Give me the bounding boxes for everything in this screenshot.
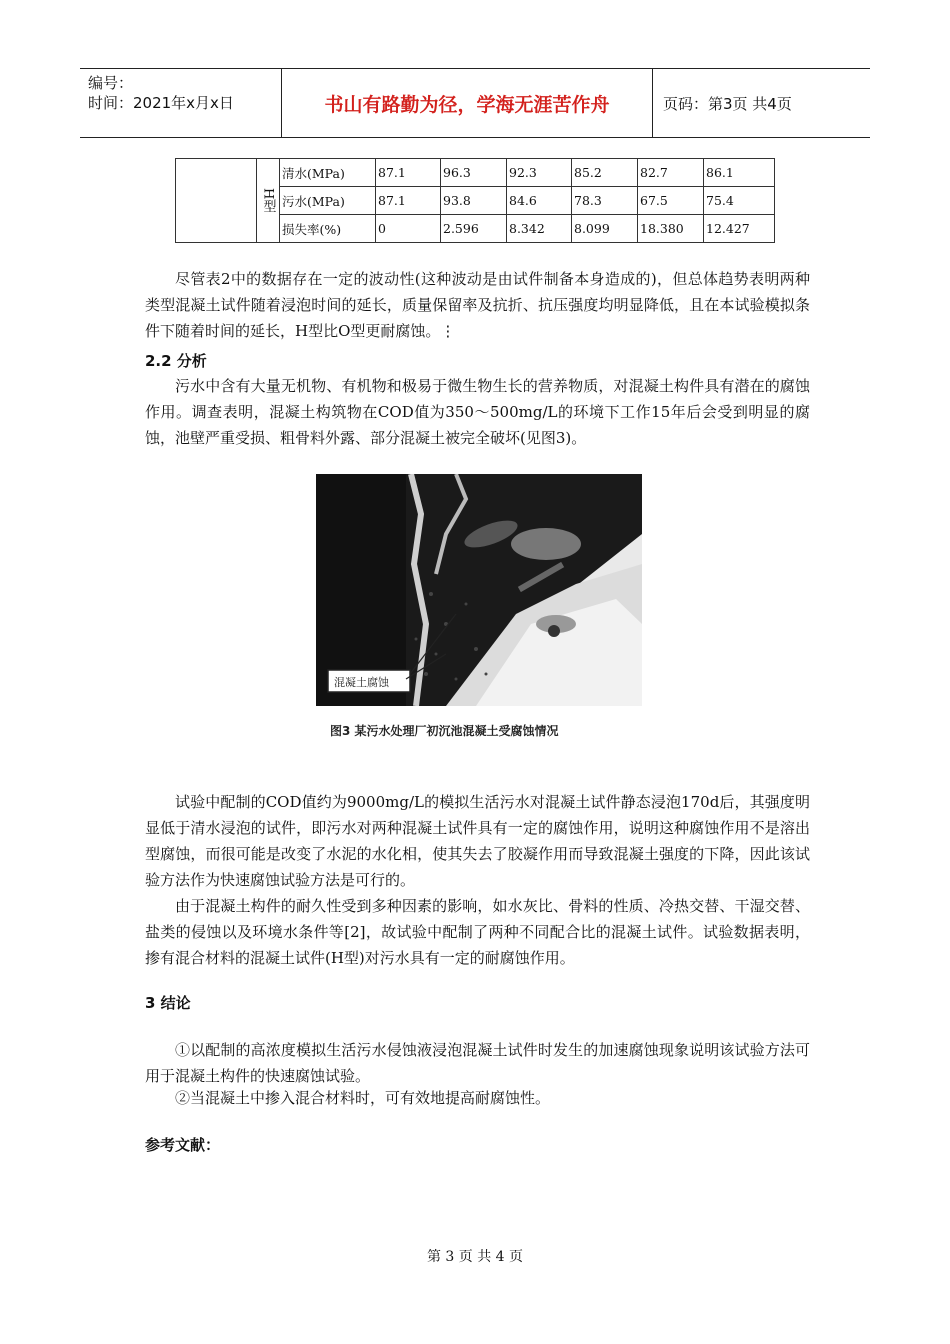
document-time: 时间：2021年x月x日: [88, 94, 234, 112]
table-cell: 0: [376, 215, 441, 243]
table-cell: 8.099: [572, 215, 638, 243]
table-type-cell: H型: [257, 159, 280, 243]
conclusion-item-1: ①以配制的高浓度模拟生活污水侵蚀液浸泡混凝土试件时发生的加速腐蚀现象说明该试验方法可用于混凝土构件的快速腐蚀试验。: [145, 1041, 810, 1085]
section-heading-conclusion: 3 结论: [145, 994, 191, 1012]
table-cell: 67.5: [638, 187, 704, 215]
table-cell: 87.1: [376, 159, 441, 187]
table-cell: 84.6: [507, 187, 572, 215]
paragraph-durability: 由于混凝土构件的耐久性受到多种因素的影响，如水灰比、骨料的性质、冷热交替、干湿交替、盐类的侵蚀以及环境水条件等[2]，故试验中配制了两种不同配合比的混凝土试件。试验数据表明，掺有混合材料的混凝土试件(H型)对污水具有一定的耐腐蚀作用。: [145, 897, 810, 967]
paragraph-trend: 尽管表2中的数据存在一定的波动性(这种波动是由试件制备本身造成的)，但总体趋势表明两种类型混凝土试件随着浸泡时间的延长，质量保留率及抗折、抗压强度均明显降低，且在本试验模拟条件下随着时间的延长，H型比O型更耐腐蚀。⋮: [145, 270, 810, 340]
header-page-number: 页码：第3页 共4页: [663, 94, 792, 113]
section-heading-analysis: 2.2 分析: [145, 352, 207, 370]
header-motto: 书山有路勤为径，学海无涯苦作舟: [282, 69, 653, 137]
paragraph-experiment: 试验中配制的COD值约为9000mg/L的模拟生活污水对混凝土试件静态浸泡170d后，其强度明显低于清水浸泡的试件，即污水对两种混凝土试件具有一定的腐蚀作用，说明这种腐蚀作用不是溶出型腐蚀，而很可能是改变了水泥的水化相，使其失去了胶凝作用而导致混凝土强度的下降，因此该试验方法作为快速腐蚀试验方法是可行的。: [145, 793, 810, 889]
row-label: 污水(MPa): [280, 187, 376, 215]
strength-table: [175, 158, 775, 243]
page-header: [80, 68, 870, 138]
table-blank-cell: [176, 159, 257, 243]
table-cell: 92.3: [507, 159, 572, 187]
conclusion-item-2: ②当混凝土中掺入混合材料时，可有效地提高耐腐蚀性。: [175, 1089, 551, 1107]
photo-label: 混凝土腐蚀: [334, 676, 389, 689]
table-cell: 2.596: [441, 215, 507, 243]
paragraph-analysis: 污水中含有大量无机物、有机物和极易于微生物生长的营养物质，对混凝土构件具有潜在的腐蚀作用。调查表明，混凝土构筑物在COD值为350～500mg/L的环境下工作15年后会受到明显的腐蚀，池壁严重受损、粗骨料外露、部分混凝土被完全破坏(见图3)。: [145, 377, 810, 447]
table-cell: 82.7: [638, 159, 704, 187]
table-cell: 8.342: [507, 215, 572, 243]
header-meta: [80, 69, 282, 137]
corrosion-photo: [316, 474, 642, 706]
table-cell: 18.380: [638, 215, 704, 243]
corrosion-photo-illustration: [316, 474, 642, 706]
table-row: [176, 159, 775, 187]
table-cell: 75.4: [704, 187, 775, 215]
table-cell: 96.3: [441, 159, 507, 187]
references-heading: 参考文献：: [145, 1136, 221, 1154]
row-label: 清水(MPa): [280, 159, 376, 187]
row-label: 损失率(%): [280, 215, 376, 243]
table-cell: 87.1: [376, 187, 441, 215]
table-cell: 78.3: [572, 187, 638, 215]
figure-caption: 图3 某污水处理厂初沉池混凝土受腐蚀情况: [330, 724, 559, 738]
table-cell: 86.1: [704, 159, 775, 187]
page-footer: 第 3 页 共 4 页: [426, 1249, 524, 1265]
table-cell: 85.2: [572, 159, 638, 187]
table-cell: 93.8: [441, 187, 507, 215]
document-number: 编号：: [88, 74, 134, 92]
table-cell: 12.427: [704, 215, 775, 243]
